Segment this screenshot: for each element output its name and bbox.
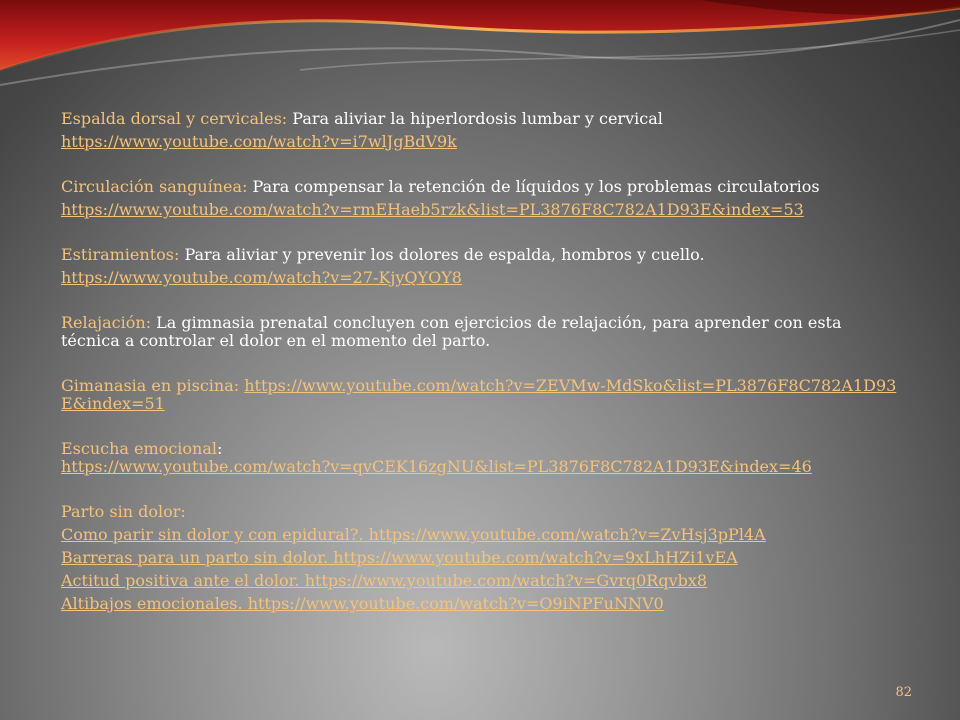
section-relajacion — [61, 314, 901, 350]
parto-link[interactable]: Altibajos emocionales. https://www.youtube.com/watch?v=O9iNPFuNNV0 — [61, 594, 664, 613]
section-label: Gimanasia en piscina: — [61, 376, 240, 395]
section-label: Escucha emocional — [61, 439, 217, 458]
section-text: Para aliviar la hiperlordosis lumbar y cervical — [287, 109, 663, 128]
section-estiramientos — [61, 246, 901, 264]
decorative-banner — [0, 0, 960, 110]
section-parto — [61, 503, 901, 521]
section-piscina — [61, 377, 901, 413]
section-text: Para compensar la retención de líquidos y los problemas circulatorios — [247, 177, 820, 196]
page-number: 82 — [895, 685, 912, 700]
section-label: Circulación sanguínea: — [61, 177, 248, 196]
parto-link[interactable]: Actitud positiva ante el dolor. https://www.youtube.com/watch?v=Gvrq0Rqvbx8 — [61, 571, 708, 590]
section-label: Parto sin dolor: — [61, 502, 186, 521]
content-area — [61, 110, 901, 613]
parto-link[interactable]: Barreras para un parto sin dolor. https://www.youtube.com/watch?v=9xLhHZi1vEA — [61, 548, 738, 567]
section-label: Relajación: — [61, 313, 152, 332]
video-link[interactable]: https://www.youtube.com/watch?v=rmEHaeb5rzk&list=PL3876F8C782A1D93E&index=53 — [61, 200, 804, 219]
video-link[interactable]: https://www.youtube.com/watch?v=i7wlJgBdV9k — [61, 132, 457, 151]
section-circulacion — [61, 178, 901, 196]
section-text: La gimnasia prenatal concluyen con ejercicios de relajación, para aprender con esta técnica a controlar el dolor en el momento del parto. — [61, 313, 842, 350]
section-espalda — [61, 110, 901, 128]
section-text: Para aliviar y prevenir los dolores de espalda, hombros y cuello. — [179, 245, 705, 264]
section-escucha — [61, 440, 901, 476]
video-link[interactable]: https://www.youtube.com/watch?v=qvCEK16zgNU&list=PL3876F8C782A1D93E&index=46 — [61, 457, 812, 476]
section-label: Espalda dorsal y cervicales: — [61, 109, 288, 128]
section-label: Estiramientos: — [61, 245, 180, 264]
parto-link[interactable]: Como parir sin dolor y con epidural?. https://www.youtube.com/watch?v=ZvHsj3pPl4A — [61, 525, 766, 544]
video-link[interactable]: https://www.youtube.com/watch?v=27-KjyQYOY8 — [61, 268, 462, 287]
video-link[interactable]: https://www.youtube.com/watch?v=ZEVMw-MdSko&list=PL3876F8C782A1D93E&index=51 — [61, 376, 897, 413]
section-text: : — [217, 439, 223, 458]
